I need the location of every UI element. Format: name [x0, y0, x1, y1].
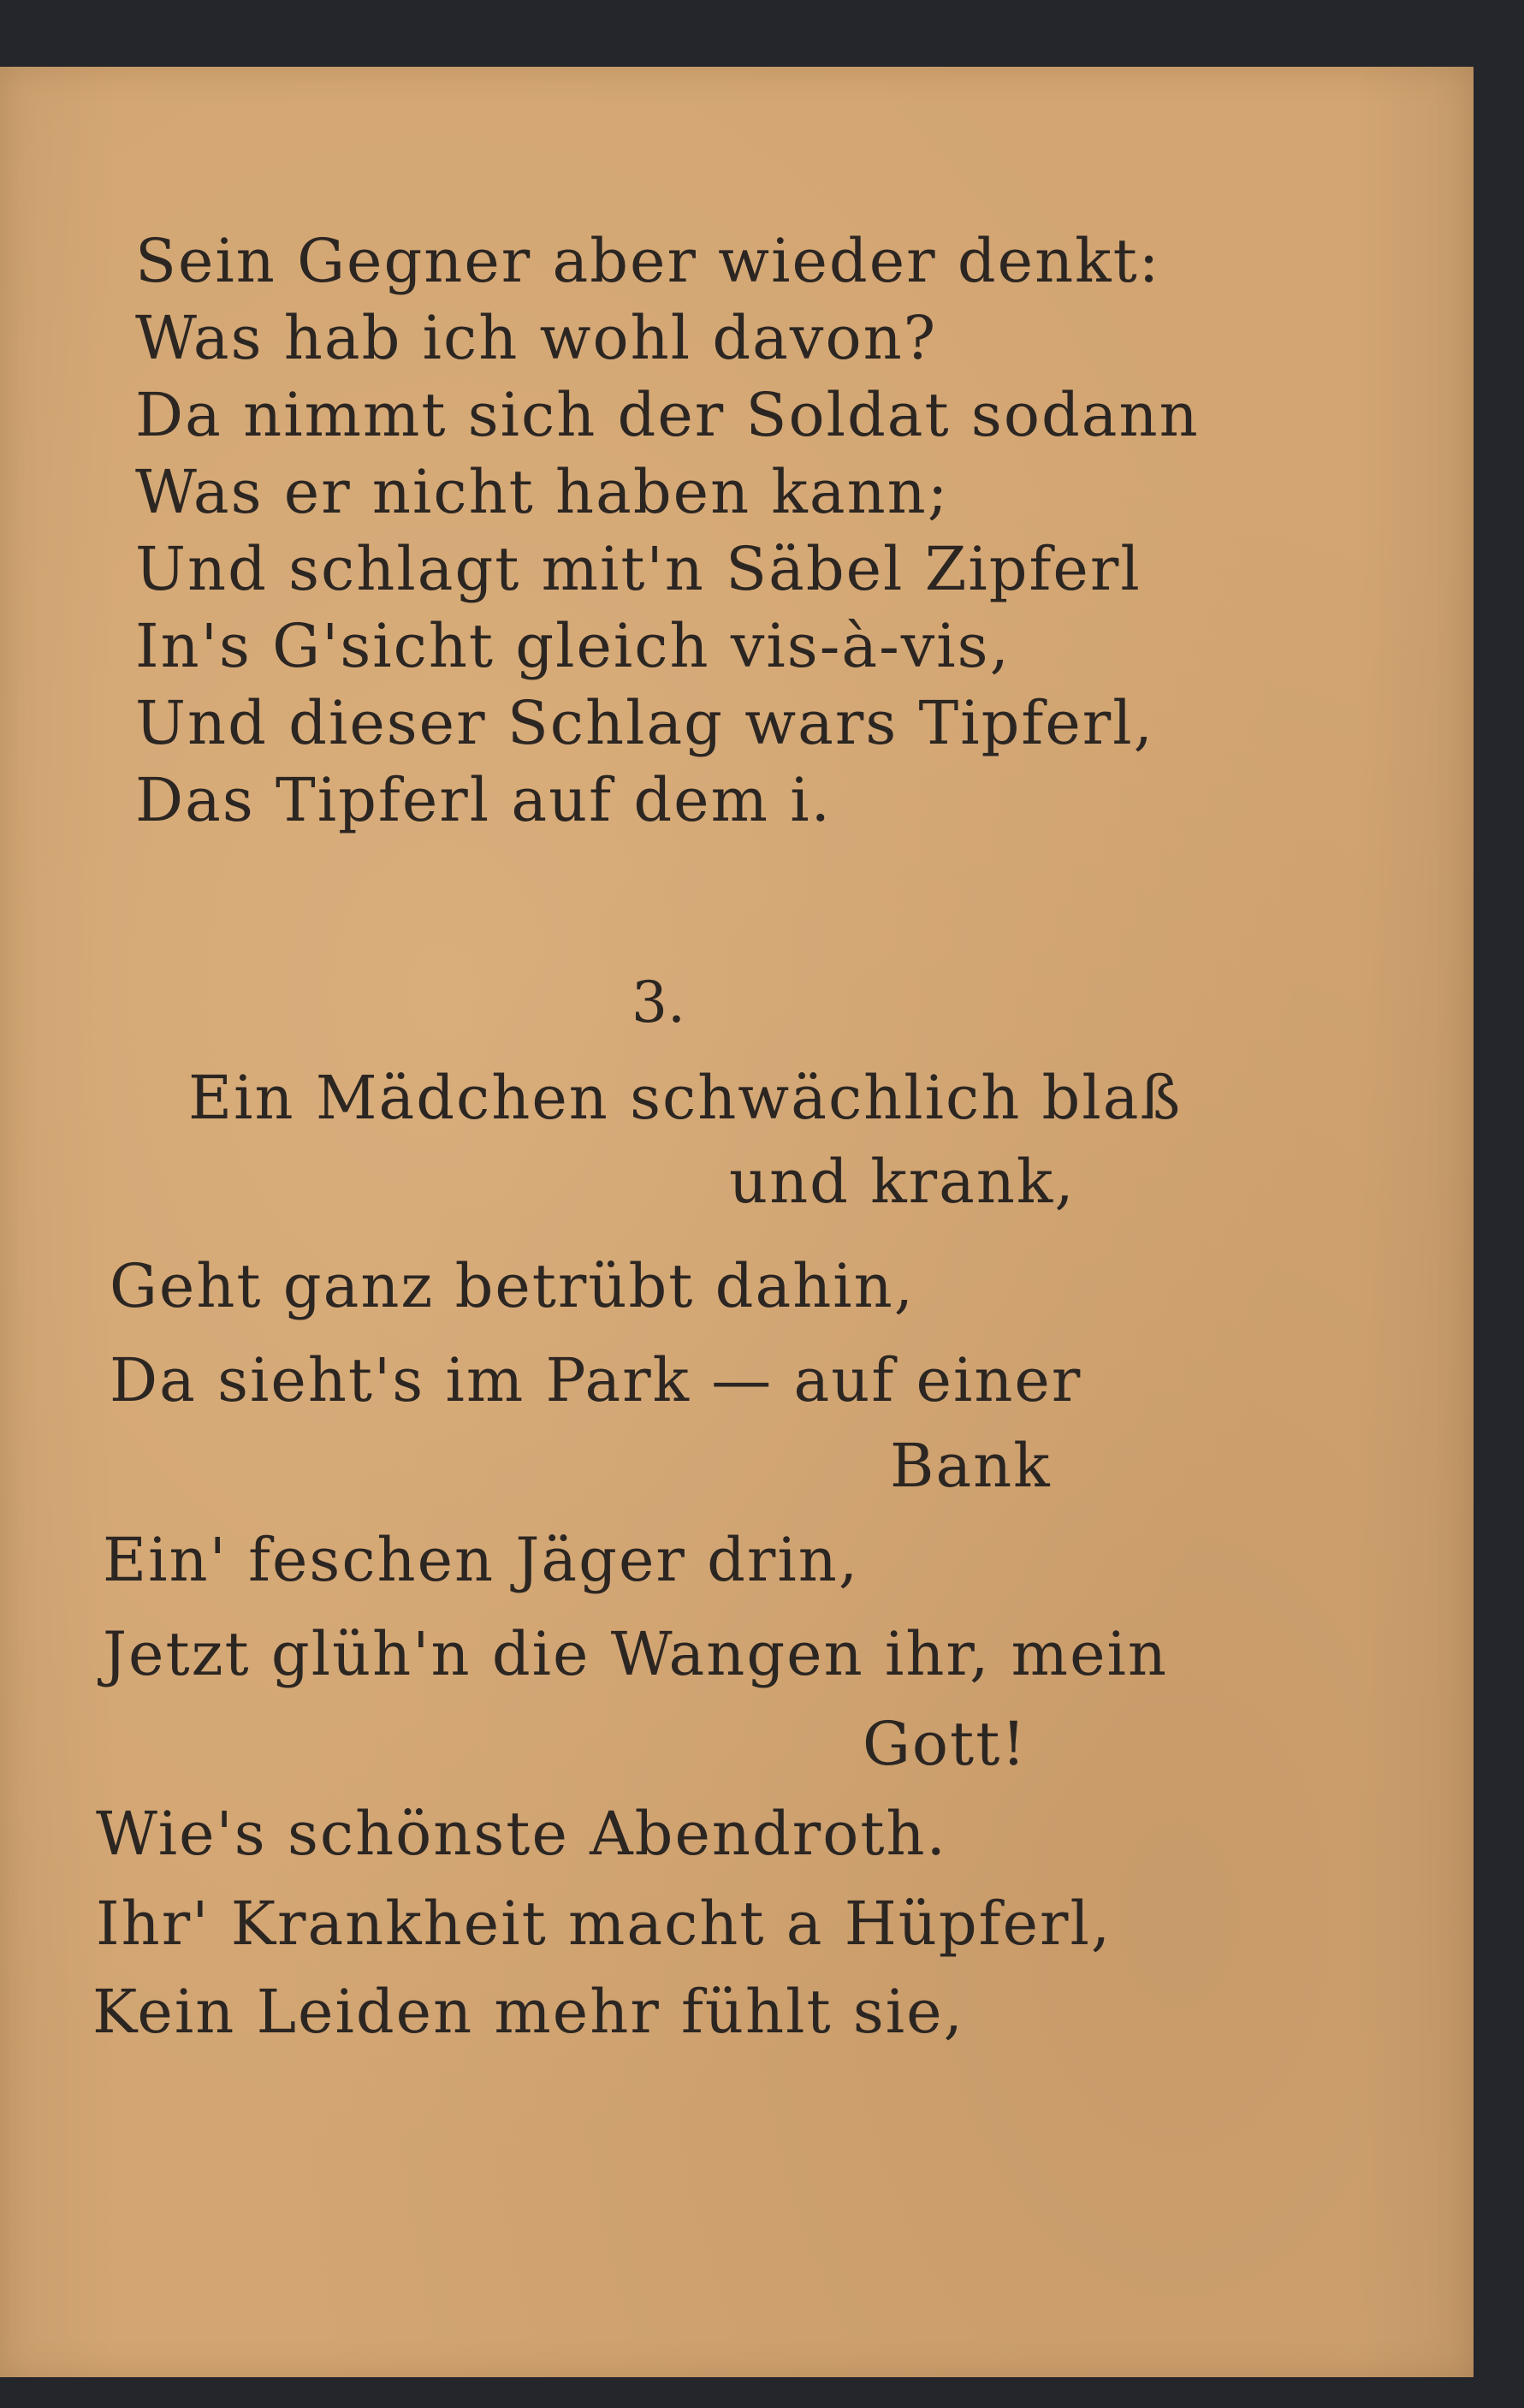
- verse-line-continuation: Bank: [890, 1431, 1052, 1501]
- verse-line: Geht ganz betrübt dahin,: [110, 1251, 916, 1321]
- verse-line: Das Tipferl auf dem i.: [135, 765, 832, 835]
- verse-line: Und dieser Schlag wars Tipferl,: [135, 688, 1154, 758]
- verse-line: Und schlagt mit'n Säbel Zipferl: [135, 534, 1142, 604]
- verse-line: Ein' feschen Jäger drin,: [103, 1525, 860, 1595]
- verse-line: Kein Leiden mehr fühlt sie,: [92, 1977, 964, 2047]
- verse-line: Da sieht's im Park — auf einer: [110, 1345, 1082, 1415]
- verse-line: Ein Mädchen schwächlich blaß: [188, 1063, 1183, 1133]
- book-page: [0, 67, 1474, 2377]
- verse-line-continuation: Gott!: [863, 1709, 1028, 1779]
- verse-line: Wie's schönste Abendroth.: [96, 1799, 947, 1869]
- stanza-number: 3.: [632, 970, 685, 1035]
- verse-line: In's G'sicht gleich vis-à-vis,: [135, 611, 1011, 681]
- verse-line: Da nimmt sich der Soldat sodann: [135, 380, 1200, 450]
- verse-line: Jetzt glüh'n die Wangen ihr, mein: [103, 1619, 1168, 1689]
- verse-line: Ihr' Krankheit macht a Hüpferl,: [96, 1889, 1112, 1959]
- verse-line: Sein Gegner aber wieder denkt:: [135, 226, 1161, 296]
- verse-line: Was hab ich wohl davon?: [135, 303, 938, 373]
- verse-line-continuation: und krank,: [729, 1147, 1076, 1217]
- verse-line: Was er nicht haben kann;: [135, 457, 950, 527]
